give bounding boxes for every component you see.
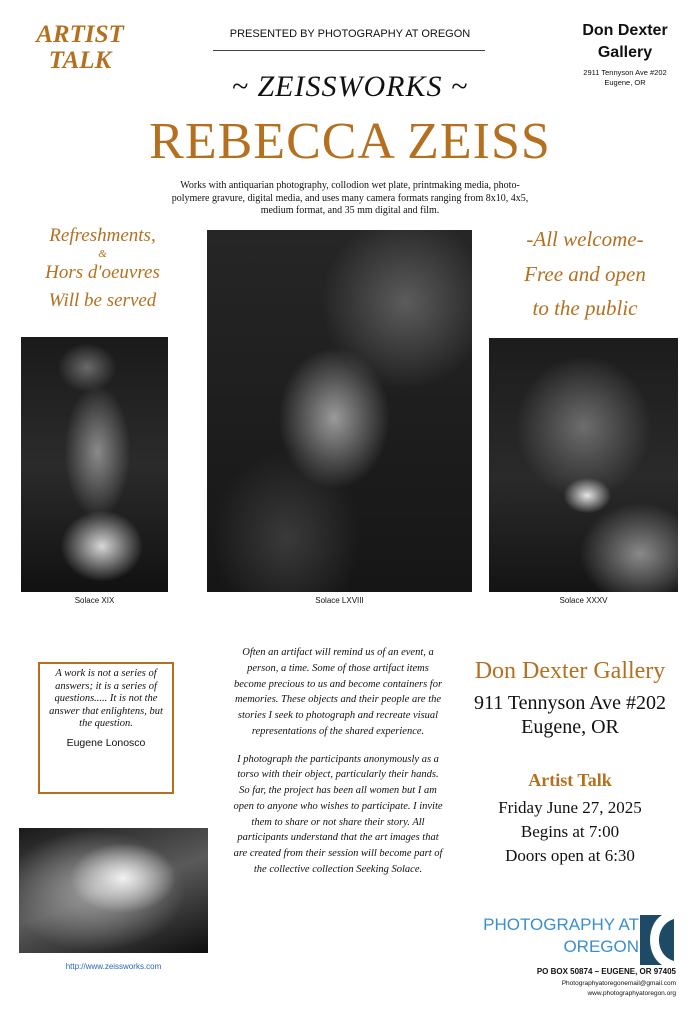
talk-date: Friday June 27, 2025 <box>498 798 642 817</box>
subtitle: ~ ZEISSWORKS ~ <box>231 70 469 103</box>
talk-heading: Artist Talk <box>528 770 612 790</box>
artist-description: Works with antiquarian photography, collodion wet plate, printmaking media, photo-polymere gravure, digital media, and uses many camera formats ranging from 8x10, 4x5, medium format, and 35 mm digital and film. <box>171 180 529 216</box>
artist-name-title: REBECCA ZEISS <box>149 113 551 170</box>
welcome-note <box>490 222 680 326</box>
org-name-line1: PHOTOGRAPHY AT <box>483 915 639 934</box>
photo-caption-right: Solace XXXV <box>559 596 608 605</box>
presented-by: PRESENTED BY PHOTOGRAPHY AT OREGON <box>229 28 471 40</box>
photo-caption-left: Solace XIX <box>74 596 115 605</box>
photo-solace-lxviii <box>207 230 472 592</box>
gallery-addr-line1: 2911 Tennyson Ave #202 <box>583 68 667 77</box>
gallery-addr-line2: Eugene, OR <box>604 77 646 87</box>
photo-caption-center: Solace LXVIII <box>315 596 364 605</box>
venue-address-line1: 911 Tennyson Ave #202 <box>473 692 667 714</box>
quote-text: A work is not a series of answers; it is a series of questions..... It is not the answer that enlightens, but the question. <box>49 668 163 730</box>
welcome-line2: Free and open <box>524 261 646 286</box>
refreshments-line2: Hors d'oeuvres <box>45 262 160 284</box>
refreshments-line3: Will be served <box>48 289 157 311</box>
quote-author: Eugene Lonosco <box>66 736 146 749</box>
ampersand: & <box>98 247 107 260</box>
refreshments-note <box>20 222 185 315</box>
org-name <box>449 914 639 958</box>
org-email[interactable]: Photographyatoregonemail@gmail.com <box>561 980 676 987</box>
quote-box <box>38 662 174 794</box>
talk-details <box>470 796 670 867</box>
website-link[interactable]: http://www.zeissworks.com <box>65 962 162 971</box>
gallery-address-header <box>565 68 685 88</box>
talk-doors: Doors open at 6:30 <box>505 845 635 865</box>
gallery-name-line1: Don Dexter <box>582 22 668 39</box>
artist-statement <box>233 645 443 890</box>
refreshments-line1: Refreshments, <box>49 225 156 246</box>
photo-hands <box>19 828 208 953</box>
org-website[interactable]: www.photographyatoregon.org <box>587 990 676 997</box>
photo-solace-xix <box>21 337 168 592</box>
venue-address-line2: Eugene, OR <box>521 716 619 738</box>
divider <box>213 50 485 51</box>
venue-name: Don Dexter Gallery <box>474 658 666 684</box>
org-logo-icon <box>640 915 674 965</box>
welcome-line1: -All welcome- <box>526 227 644 251</box>
welcome-line3: to the public <box>532 296 638 321</box>
org-po-box: PO BOX 50874 – EUGENE, OR 97405 <box>536 967 676 976</box>
photo-solace-xxxv <box>489 338 678 592</box>
artist-talk-line2: TALK <box>48 47 112 75</box>
artist-talk-line1: ARTIST <box>36 21 124 48</box>
statement-paragraph-1: Often an artifact will remind us of an event, a person, a time. Some of those artifact items become precious to us and become containers for memories. These objects and their people are the stories I seek to photograph and recreate visual representations of the shared experience. <box>233 647 443 737</box>
org-name-line2: OREGON <box>563 937 639 957</box>
artist-talk-heading <box>20 22 140 75</box>
gallery-name-header <box>565 20 685 63</box>
talk-begins: Begins at 7:00 <box>520 821 620 841</box>
gallery-name-line2: Gallery <box>597 43 653 61</box>
statement-paragraph-2: I photograph the participants anonymously as a torso with their object, particularly their hands. So far, the project has been all women but I am open to anyone who wishes to participate. I invite them to share or not share their story. All participants understand that the art images that are created from their session will become part of the collective collection Seeking Solace. <box>233 753 443 875</box>
